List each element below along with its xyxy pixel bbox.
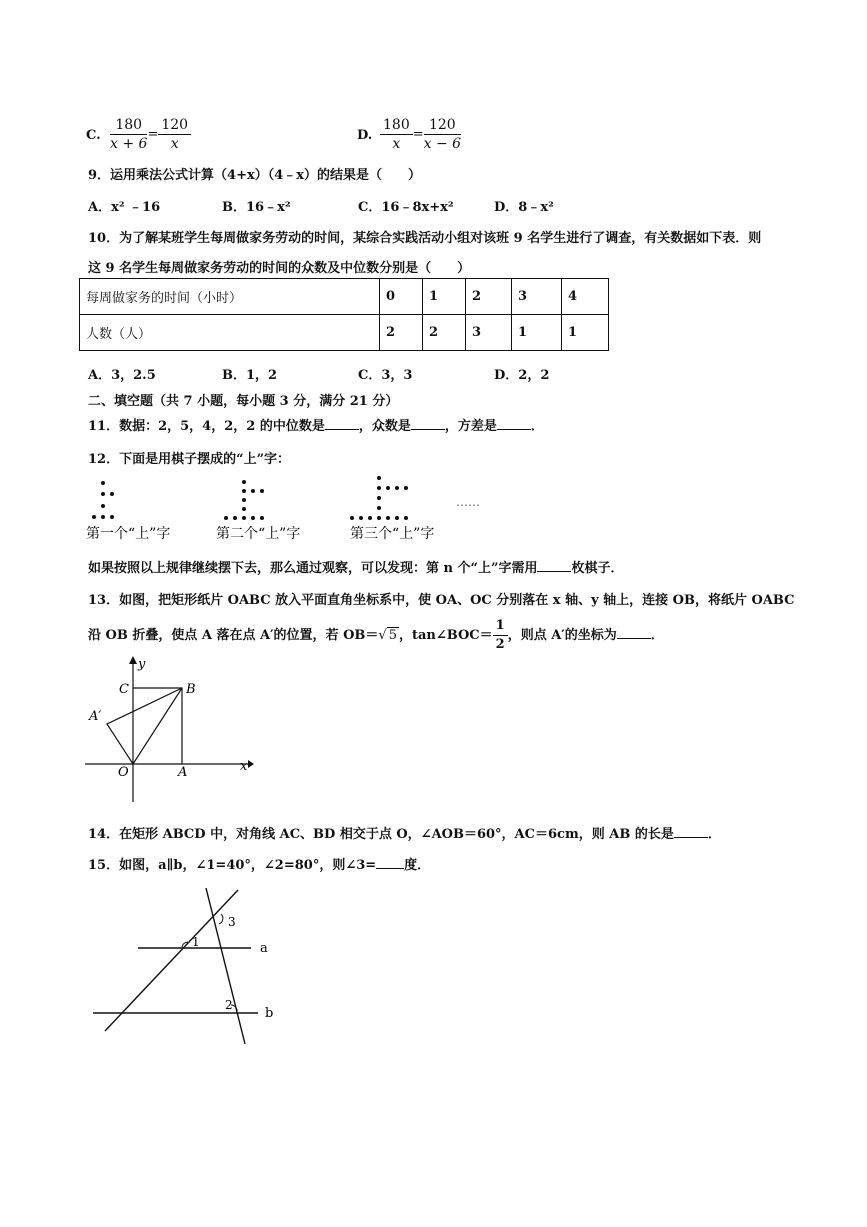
q9-option-b: B．16﹣x² — [222, 200, 291, 215]
line-label-b: b — [265, 1006, 274, 1021]
table-cell: 0 — [380, 279, 423, 315]
q12-stem: 12．下面是用棋子摆成的“上”字： — [88, 452, 291, 467]
table-cell: 2 — [466, 279, 512, 315]
q9-option-c: C．16﹣8x+x² — [358, 200, 454, 215]
axis-label-x: x — [240, 759, 248, 774]
axis-label-y: y — [138, 657, 146, 672]
table-cell: 2 — [380, 315, 423, 351]
q12-label-3: 第三个“上”字 — [350, 526, 435, 542]
q10-option-d: D．2，2 — [494, 368, 550, 383]
answer-blank — [617, 626, 651, 639]
angle-label-1: 1 — [192, 935, 200, 949]
q12-followup: 如果按照以上规律继续摆下去，那么通过观察，可以发现：第 n 个“上”字需用 枚棋子． — [88, 561, 624, 576]
q8-d-fraction-right: $\frac{120}{x - 6}$ — [423, 117, 462, 152]
point-label-o: O — [118, 765, 129, 780]
angle-label-3: 3 — [228, 915, 236, 929]
q8-d-fraction-left: $\frac{180}{x}$ — [380, 116, 413, 153]
table-cell: 人数（人） — [80, 315, 380, 351]
q12-label-1: 第一个“上”字 — [86, 526, 171, 542]
q13-figure — [80, 652, 255, 807]
point-label-a: A — [178, 765, 188, 780]
table-row — [80, 315, 609, 351]
angle-label-2: 2 — [225, 998, 233, 1012]
section-title: 二、填空题（共 7 小题，每小题 3 分，满分 21 分） — [88, 394, 399, 409]
q10-stem-line2: 这 9 名学生每周做家务劳动的时间的众数及中位数分别是（ ） — [88, 261, 471, 276]
answer-blank — [674, 825, 708, 838]
q8-c-fraction-right: $\frac{120}{x}$ — [158, 116, 191, 153]
q9-stem: 9．运用乘法公式计算（4+x）（4﹣x）的结果是（ ） — [88, 168, 422, 183]
q13-stem-line1: 13．如图，把矩形纸片 OABC 放入平面直角坐标系中，使 OA、OC 分别落在 x 轴、y 轴上，连接 OB，将纸片 OABC — [88, 593, 795, 608]
answer-blank — [537, 559, 571, 572]
point-label-a-prime: A′ — [89, 709, 102, 724]
table-cell: 3 — [466, 315, 512, 351]
q9-option-d: D．8﹣x² — [494, 200, 554, 215]
q10-option-b: B．1，2 — [222, 368, 278, 383]
line-label-a: a — [260, 941, 268, 956]
answer-blank — [325, 417, 359, 430]
table-cell: 3 — [512, 279, 562, 315]
q11-stem: 11．数据：2，5，4，2，2 的中位数是 ，众数是 ，方差是 ． — [88, 419, 544, 434]
q15-figure — [88, 884, 288, 1050]
table-cell: 4 — [562, 279, 609, 315]
q15-stem: 15．如图，a∥b，∠1=40°，∠2=80°，则∠3= 度． — [88, 858, 431, 873]
answer-blank — [376, 856, 404, 869]
q13-fraction: $\frac{1}{2}$ — [493, 617, 508, 654]
sqrt-symbol: √ — [378, 628, 387, 643]
point-label-c: C — [119, 682, 129, 697]
q10-table — [79, 278, 609, 351]
q13-stem-line2: 沿 OB 折叠，使点 A 落在点 A′的位置，若 OB＝√ 5 ，tan∠BOC＝ $\frac{1}{2}$ ，则点 A′的坐标为 ． — [88, 618, 664, 652]
table-cell: 1 — [423, 279, 466, 315]
table-cell: 1 — [562, 315, 609, 351]
q8-c-fraction-left: $\frac{180}{x + 6}$ — [110, 117, 148, 152]
table-cell: 1 — [512, 315, 562, 351]
q10-stem-line1: 10．为了解某班学生每周做家务劳动的时间，某综合实践活动小组对该班 9 名学生进行了调查，有关数据如下表．则 — [88, 231, 762, 246]
table-cell: 每周做家务的时间（小时） — [80, 279, 380, 315]
q10-option-c: C．3，3 — [358, 368, 413, 383]
q8-option-c-equation: $\frac{180}{x + 6}$ = $\frac{120}{x}$ — [110, 116, 191, 153]
q12-ellipsis: …… — [456, 495, 480, 509]
q8-option-c-label: C. — [86, 128, 101, 143]
q9-option-a: A．x² ﹣16 — [88, 200, 161, 215]
point-label-b: B — [186, 682, 196, 697]
answer-blank — [497, 417, 531, 430]
q12-label-2: 第二个“上”字 — [216, 526, 301, 542]
q14-stem: 14．在矩形 ABCD 中，对角线 AC、BD 相交于点 O，∠AOB＝60°，AC＝6cm，则 AB 的长是 ． — [88, 827, 721, 842]
q8-option-d-equation: $\frac{180}{x}$ = $\frac{120}{x - 6}$ — [380, 116, 461, 153]
answer-blank — [411, 417, 445, 430]
q12-figure — [86, 472, 496, 544]
q8-option-d-label: D. — [357, 128, 373, 143]
table-row — [80, 279, 609, 315]
q10-option-a: A．3，2.5 — [88, 368, 156, 383]
table-cell: 2 — [423, 315, 466, 351]
